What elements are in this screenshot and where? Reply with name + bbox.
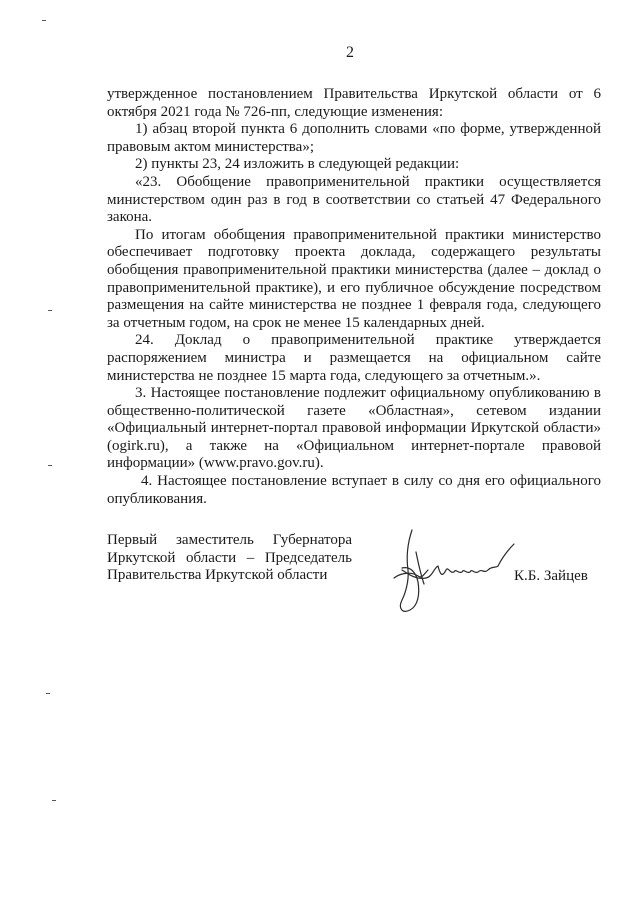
signatory-name: К.Б. Зайцев xyxy=(514,568,588,584)
document-body xyxy=(107,86,601,508)
paragraph-intro: утвержденное постановлением Правительства Иркутской области от 6 октября 2021 года № 726-пп, следующие изменения: xyxy=(107,86,601,120)
signatory-title-line-1: Первый заместитель Губернатора xyxy=(107,532,352,548)
paragraph-clause-24: 24. Доклад о правоприменительной практике утверждается распоряжением министра и размещается на официальном сайте министерства не позднее 15 марта года, следующего за отчетным.». xyxy=(107,332,601,384)
margin-mark xyxy=(48,310,52,311)
paragraph-item-1: 1) абзац второй пункта 6 дополнить словами «по форме, утвержденной правовым актом министерства»; xyxy=(107,121,601,155)
handwritten-signature xyxy=(372,522,532,622)
paragraph-item-3: 3. Настоящее постановление подлежит официальному опубликованию в общественно-политической газете «Областная», сетевом издании «Официальный интернет-портал правовой информации Иркутской области» (ogirk.ru), а также на «Официальном интернет-портале правовой информации» (www.pravo.gov.ru). xyxy=(107,385,601,472)
margin-mark xyxy=(42,20,46,21)
margin-mark xyxy=(48,465,52,466)
margin-mark xyxy=(52,800,56,801)
paragraph-item-2: 2) пункты 23, 24 изложить в следующей редакции: xyxy=(135,156,460,173)
signatory-title-line-2: Иркутской области – Председатель xyxy=(107,549,352,566)
paragraph-clause-23-continued: По итогам обобщения правоприменительной практики министерство обеспечивает подготовку проекта доклада, содержащего результаты обобщения правоприменительной практики министерства (далее – доклад о правоприменительной практике), и его публичное обсуждение посредством размещения на сайте министерства не позднее 1 февраля года, следующего за отчетным годом, на срок не менее 15 календарных дней. xyxy=(107,226,601,331)
paragraph-clause-23: «23. Обобщение правоприменительной практики осуществляется министерством один раз в год в соответствии со статьей 47 Федерального закона. xyxy=(107,173,601,226)
margin-mark xyxy=(46,693,50,694)
page-number: 2 xyxy=(346,44,354,61)
signatory-title-line-3: Правительства Иркутской области xyxy=(107,567,328,584)
paragraph-item-4: 4. Настоящее постановление вступает в силу со дня его официального опубликования. xyxy=(107,473,601,507)
signatory-title xyxy=(107,532,352,585)
